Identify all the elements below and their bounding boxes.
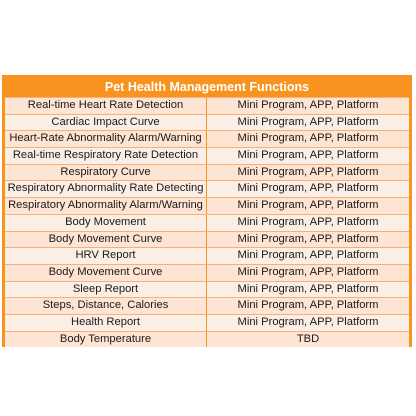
table-row [5,97,409,114]
support-cell: Mini Program, APP, Platform [237,115,379,128]
function-cell: Body Movement Curve [5,232,207,248]
table-row [5,214,409,231]
table-row [5,164,409,181]
table-row [5,331,409,348]
function-cell: Respiratory Abnormality Alarm/Warning [5,198,207,214]
function-cell: Cardiac Impact Curve [5,115,207,131]
function-cell: Real-time Respiratory Rate Detection [5,148,207,164]
function-cell: Heart-Rate Abnormality Alarm/Warning [5,131,207,147]
support-cell: Mini Program, APP, Platform [237,182,379,195]
function-cell: Real-time Heart Rate Detection [5,98,207,114]
support-cell: Mini Program, APP, Platform [237,265,379,278]
support-cell: Mini Program, APP, Platform [237,132,379,145]
table-row [5,264,409,281]
function-cell: Respiratory Curve [5,165,207,181]
function-cell: Sleep Report [5,282,207,298]
support-cell: Mini Program, APP, Platform [237,282,379,295]
function-cell: Health Report [5,315,207,331]
support-cell: Mini Program, APP, Platform [237,315,379,328]
table-row [5,147,409,164]
function-cell: Respiratory Abnormality Rate Detecting [5,181,207,197]
functions-table [2,75,412,347]
table-row [5,114,409,131]
table-row [5,247,409,264]
support-cell: Mini Program, APP, Platform [237,249,379,262]
table-row [5,180,409,197]
support-cell: Mini Program, APP, Platform [237,165,379,178]
function-cell: Body Temperature [5,332,207,348]
function-cell: Body Movement Curve [5,265,207,281]
table-row [5,314,409,331]
function-cell: Body Movement [5,215,207,231]
table-row [5,130,409,147]
support-cell: Mini Program, APP, Platform [237,149,379,162]
function-cell: HRV Report [5,248,207,264]
support-cell: Mini Program, APP, Platform [237,299,379,312]
support-cell: Mini Program, APP, Platform [237,232,379,245]
table-body [5,97,409,347]
table-row [5,281,409,298]
table-row [5,197,409,214]
function-cell: Steps, Distance, Calories [5,298,207,314]
table-title: Pet Health Management Functions [5,78,409,97]
table-row [5,231,409,248]
support-cell: Mini Program, APP, Platform [237,99,379,111]
support-cell: Mini Program, APP, Platform [237,215,379,228]
support-cell: TBD [296,332,320,345]
table-row [5,297,409,314]
support-cell: Mini Program, APP, Platform [237,199,379,212]
